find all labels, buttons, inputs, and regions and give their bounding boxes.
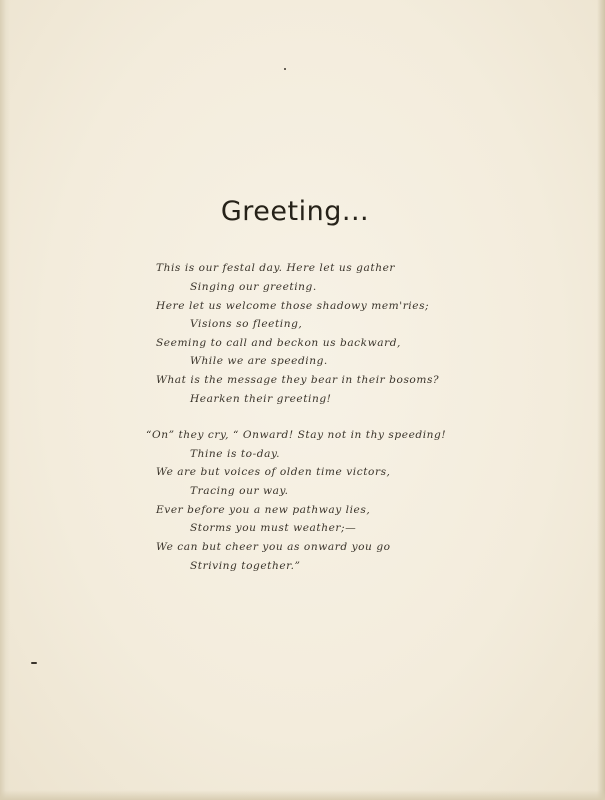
poem-line: “On” they cry, “ Onward! Stay not in thy speeding! [146,429,447,441]
poem-line: Seeming to call and beckon us backward, [156,337,401,349]
poem-line: Tracing our way. [190,485,289,497]
poem-line: Visions so fleeting, [190,318,303,330]
poem-line: Ever before you a new pathway lies, [156,504,371,516]
poem-line: This is our festal day. Here let us gather [156,262,395,274]
poem-line: While we are speeding. [190,355,328,367]
poem-line: We are but voices of olden time victors, [156,466,391,478]
poem-line: Here let us welcome those shadowy mem'ries; [156,300,430,312]
poem-line: We can but cheer you as onward you go [156,541,391,553]
page-title: Greeting... [220,196,370,227]
poem-line: Hearken their greeting! [190,393,332,405]
poem-line: What is the message they bear in their bosoms? [156,374,440,386]
poem-line: Thine is to-day. [190,448,280,460]
poem-line: Storms you must weather;— [190,522,357,534]
poem-line: Singing our greeting. [190,281,317,293]
poem-line: Striving together.” [190,560,301,572]
